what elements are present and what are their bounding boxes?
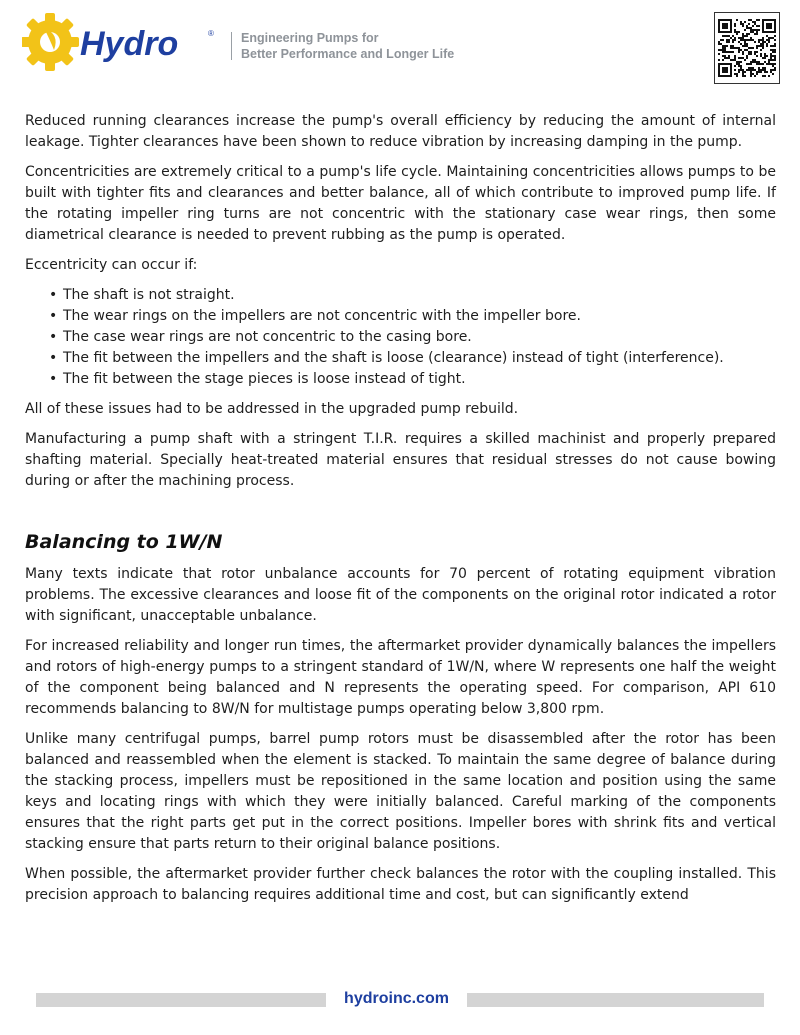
footer-website-link[interactable]: hydroinc.com [344, 990, 449, 1007]
page-footer [36, 988, 764, 1012]
list-item: • The case wear rings are not concentric to the casing bore. [63, 327, 776, 348]
svg-text:®: ® [208, 29, 214, 38]
paragraph: When possible, the aftermarket provider further check balances the rotor with the coupling installed. This precision approach to balancing requires additional time and cost, but can significantly extend [25, 866, 776, 903]
paragraph: All of these issues had to be addressed in the upgraded pump rebuild. [25, 401, 519, 417]
section-heading: Balancing to 1W/N [25, 531, 223, 553]
svg-text:Hydro: Hydro [80, 25, 179, 63]
eccentricity-list [25, 285, 776, 390]
hydro-gear-logo-icon [22, 12, 222, 72]
qr-code[interactable] [714, 12, 780, 84]
list-item: • The fit between the impellers and the shaft is loose (clearance) instead of tight (interference). [63, 348, 776, 369]
paragraph: Many texts indicate that rotor unbalance accounts for 70 percent of rotating equipment vibration problems. The excessive clearances and loose fit of the components on the original rotor indicated a rotor with significant, unacceptable unbalance. [25, 566, 776, 624]
document-body [25, 111, 776, 915]
paragraph: Reduced running clearances increase the pump's overall efficiency by reducing the amount of internal leakage. Tighter clearances have been shown to reduce vibration by increasing damping in the pump. [25, 113, 776, 150]
list-item: • The wear rings on the impellers are not concentric with the impeller bore. [63, 306, 776, 327]
hydro-logo[interactable] [22, 12, 222, 72]
header-tagline [241, 30, 454, 62]
footer-bar-right [467, 993, 764, 1007]
qr-code-icon [718, 19, 776, 77]
tagline-line-2: Better Performance and Longer Life [241, 47, 455, 61]
paragraph: Manufacturing a pump shaft with a stringent T.I.R. requires a skilled machinist and properly prepared shafting material. Specially heat-treated material ensures that residual stresses do not cause bowing during or after the machining process. [25, 431, 776, 489]
list-item: • The shaft is not straight. [63, 285, 776, 306]
header-divider [231, 32, 232, 60]
page-header [0, 0, 800, 92]
paragraph: Eccentricity can occur if: [25, 257, 198, 273]
paragraph: For increased reliability and longer run times, the aftermarket provider dynamically balances the impellers and rotors of high-energy pumps to a stringent standard of 1W/N, where W represents one half the weight of the component being balanced and N represents the operating speed. For comparison, API 610 recommends balancing to 8W/N for multistage pumps operating below 3,800 rpm. [25, 638, 776, 717]
paragraph: Concentricities are extremely critical to a pump's life cycle. Maintaining concentricities allows pumps to be built with tighter fits and clearances and better balance, all of which contribute to improved pump life. If the rotating impeller ring turns are not concentric with the stationary case wear rings, then some diametrical clearance is needed to prevent rubbing as the pump is operated. [25, 164, 776, 243]
tagline-line-1: Engineering Pumps for [241, 31, 379, 45]
paragraph: Unlike many centrifugal pumps, barrel pump rotors must be disassembled after the rotor has been balanced and reassembled when the element is stacked. To maintain the same degree of balance during the stacking process, impellers must be repositioned in the same location and position using the same keys and locating rings with which they were initially balanced. Careful marking of the components ensures that the right parts get put in the correct positions. Impeller bores with shrink fits and vertical stacking ensure that parts return to their original balance positions. [25, 731, 776, 852]
footer-bar-left [36, 993, 326, 1007]
list-item: • The fit between the stage pieces is loose instead of tight. [63, 369, 776, 390]
